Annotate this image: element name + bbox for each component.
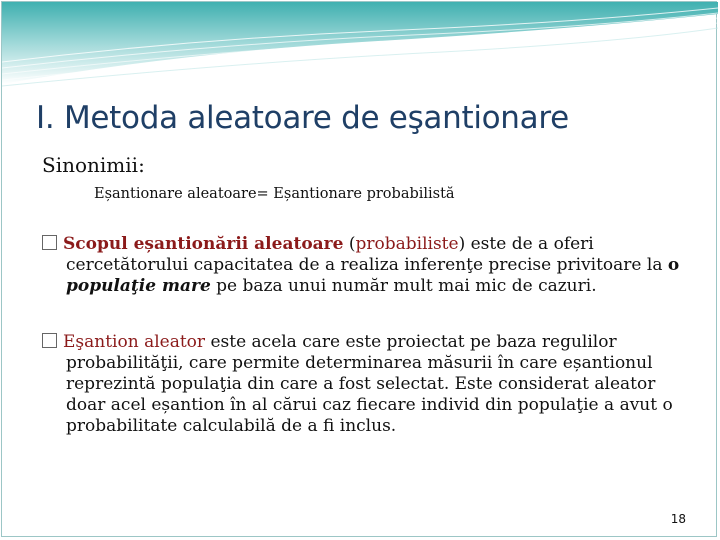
bullet1-emphasis: populaţie mare [66, 276, 211, 296]
slide-title: I. Metoda aleatoare de eşantionare [36, 100, 569, 136]
bullet-item-definition [42, 332, 682, 437]
synonyms-line: Eșantionare aleatoare= Eșantionare probabilistă [94, 186, 455, 202]
bullet2-text: este acela care este proiectat pe baza regulilor probabilităţii, care permite determinarea măsurii în care eșantionul reprezintă populaţia din care a fost selectat. Este considerat aleator doar acel eșantion în al cărui caz fiecare individ din populaţie a avut o probabilitate calculabilă de a fi inclus. [66, 332, 673, 436]
bullet1-line1-rest: ) este de a oferi [458, 234, 594, 254]
bullet1-continuation [42, 255, 682, 297]
bullet-item-purpose [42, 234, 682, 297]
keyword-scope: Scopul eșantionării aleatoare [63, 234, 344, 254]
keyword-probabilistic: probabiliste [355, 234, 459, 254]
bullet1-line3: pe baza unui număr mult mai mic de cazuri. [210, 276, 597, 296]
bullet-box-icon [42, 333, 57, 348]
page-number: 18 [670, 512, 686, 526]
subheading [42, 153, 145, 177]
bullet1-line2: cercetătorului capacitatea de a realiza inferenţe precise privitoare la [66, 255, 668, 275]
paren-open: ( [343, 234, 356, 254]
subheading-text: Sinonimii [42, 153, 139, 177]
bullet-box-icon [42, 235, 57, 250]
keyword-random-sample: Eşantion aleator [63, 332, 206, 352]
bullet1-bold-o: o [667, 255, 680, 275]
subheading-colon: : [138, 153, 145, 177]
header-decoration [2, 2, 718, 88]
